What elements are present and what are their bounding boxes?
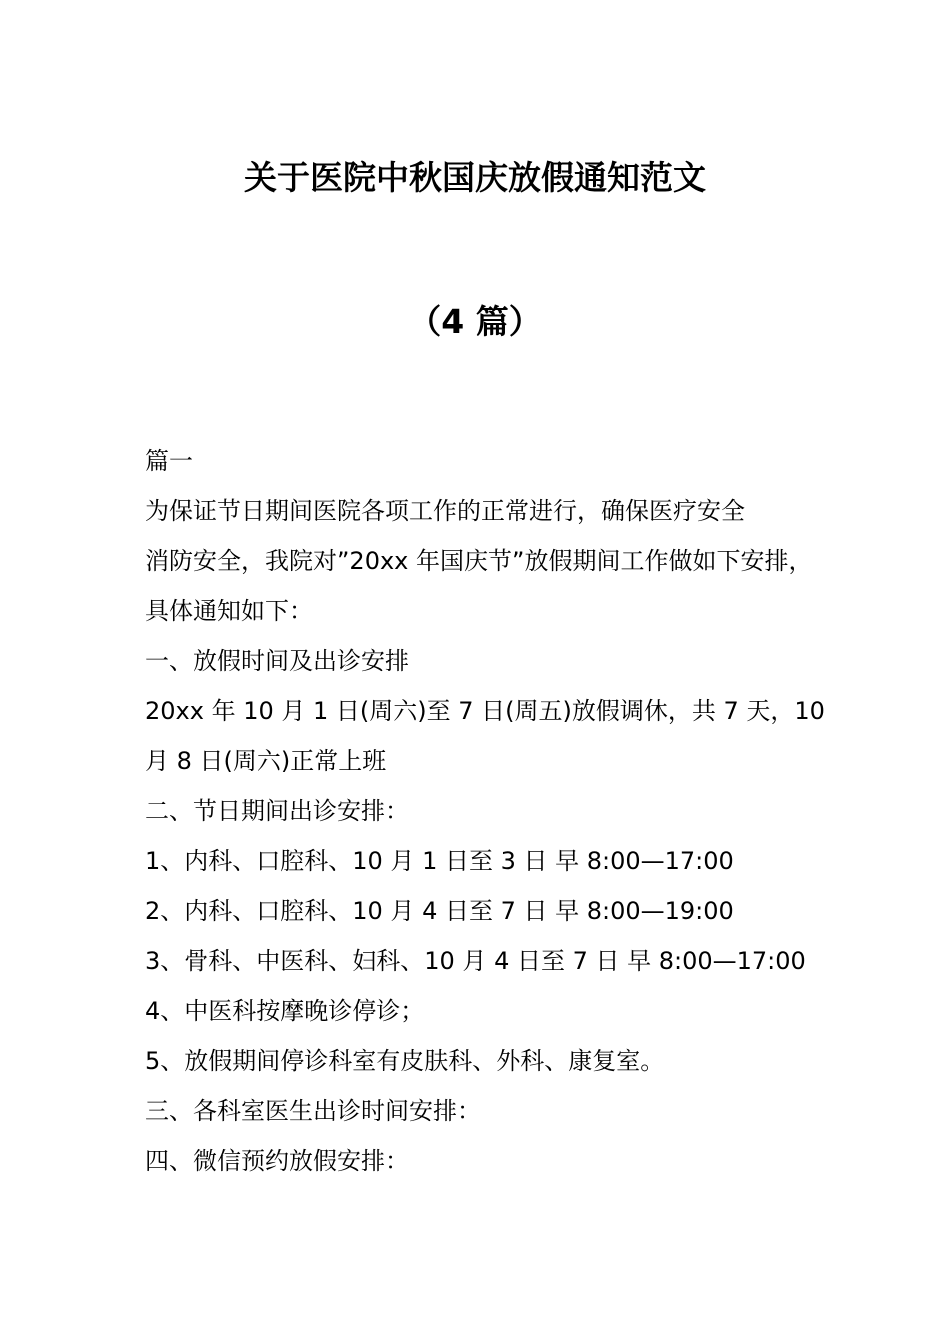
document-title: 关于医院中秋国庆放假通知范文: [244, 158, 706, 197]
document-body: [145, 436, 845, 1186]
body-paragraph-line: 月 8 日(周六)正常上班: [145, 747, 387, 775]
section-heading-holiday-time: 一、放假时间及出诊安排: [145, 647, 409, 675]
body-paragraph-line: 为保证节日期间医院各项工作的正常进行，确保医疗安全: [145, 497, 745, 525]
list-item: 1、内科、口腔科、10 月 1 日至 3 日 早 8:00—17:00: [145, 847, 734, 875]
document-subtitle: （4 篇）: [408, 302, 542, 341]
list-item: 2、内科、口腔科、10 月 4 日至 7 日 早 8:00—19:00: [145, 897, 734, 925]
list-item: 4、中医科按摩晚诊停诊；: [145, 997, 425, 1025]
section-heading-wechat-booking: 四、微信预约放假安排：: [145, 1147, 409, 1175]
body-paragraph-line: 具体通知如下：: [145, 597, 313, 625]
list-item: 5、放假期间停诊科室有皮肤科、外科、康复室。: [145, 1047, 665, 1075]
list-item: 3、骨科、中医科、妇科、10 月 4 日至 7 日 早 8:00—17:00: [145, 947, 806, 975]
body-paragraph-line: 消防安全，我院对”20xx 年国庆节”放假期间工作做如下安排，: [145, 547, 813, 575]
section-heading-part-one: 篇一: [145, 447, 193, 475]
section-heading-doctor-schedule: 三、各科室医生出诊时间安排：: [145, 1097, 481, 1125]
section-heading-clinic-schedule: 二、节日期间出诊安排：: [145, 797, 409, 825]
body-paragraph-line: 20xx 年 10 月 1 日(周六)至 7 日(周五)放假调休，共 7 天，10: [145, 697, 825, 725]
